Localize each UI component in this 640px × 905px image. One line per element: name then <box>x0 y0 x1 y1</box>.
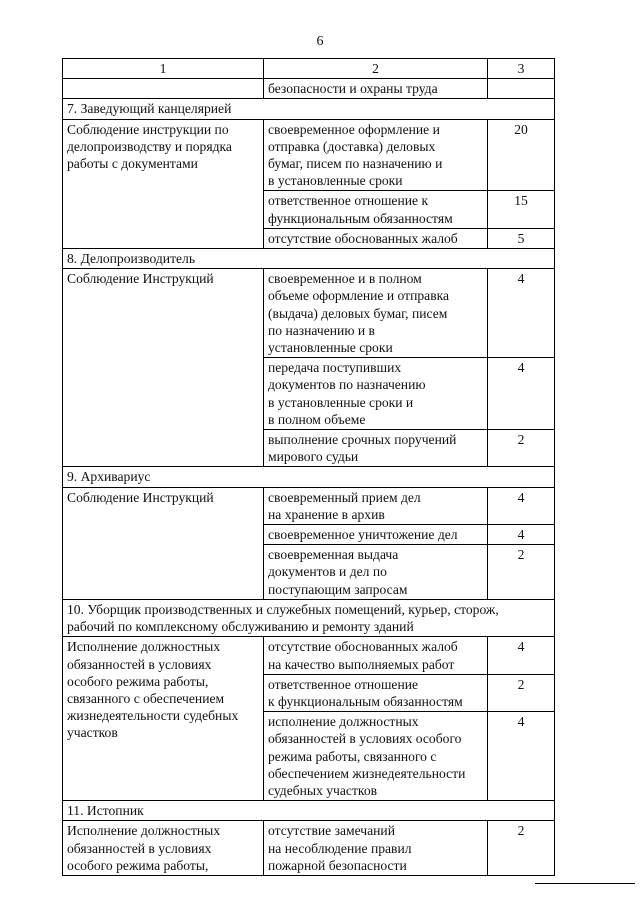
basis-line: обязанностей в условиях <box>67 840 212 856</box>
score-cell: 2 <box>488 674 555 711</box>
basis-line: работы с документами <box>67 156 198 172</box>
criterion-line: (выдача) деловых бумаг, писем <box>268 305 448 321</box>
criterion-line: своевременный прием дел <box>268 489 421 505</box>
section-title-row <box>63 599 555 636</box>
basis-line: особого режима работы, <box>67 673 209 689</box>
section-title: 11. Истопник <box>63 801 555 821</box>
column-number-row <box>63 59 555 79</box>
criterion-cell <box>264 674 488 711</box>
criterion-line: отправка (доставка) деловых <box>268 138 436 154</box>
criterion-line: функциональным обязанностям <box>268 210 453 226</box>
criterion-line: судебных участков <box>268 782 378 798</box>
criterion-line: своевременное и в полном <box>268 271 422 287</box>
basis-line: Исполнение должностных <box>67 823 221 839</box>
criterion-line: к функциональным обязанностям <box>268 693 463 709</box>
criterion-line: на качество выполняемых работ <box>268 656 455 672</box>
score-cell: 20 <box>488 119 555 191</box>
criterion-line: передача поступивших <box>268 360 402 376</box>
score-cell: 4 <box>488 358 555 430</box>
score-cell: 5 <box>488 228 555 248</box>
score-cell: 4 <box>488 487 555 524</box>
criterion-cell <box>264 269 488 358</box>
score-cell: 2 <box>488 821 555 876</box>
criterion-line: отсутствие обоснованных жалоб <box>268 230 458 246</box>
criterion-line: объеме оформление и отправка <box>268 288 450 304</box>
criterion-line: обязанностей в условиях особого <box>268 731 462 747</box>
criterion-line: мирового судьи <box>268 449 359 465</box>
criteria-table <box>62 58 555 876</box>
criterion-cell <box>264 487 488 524</box>
section-title: 7. Заведующий канцелярией <box>63 99 555 119</box>
continuation-criterion-cell <box>264 79 488 99</box>
continuation-row <box>63 79 555 99</box>
basis-line: жизнедеятельности судебных <box>67 708 239 724</box>
criterion-cell <box>264 358 488 430</box>
criterion-line: безопасности и охраны труда <box>268 81 438 97</box>
criterion-cell <box>264 525 488 545</box>
section-title-row <box>63 99 555 119</box>
score-cell: 15 <box>488 191 555 228</box>
criterion-line: по назначению и в <box>268 322 375 338</box>
criterion-line: своевременное уничтожение дел <box>268 527 458 543</box>
criterion-line: отсутствие обоснованных жалоб <box>268 639 458 655</box>
page-number: 6 <box>316 34 324 49</box>
criterion-cell <box>264 821 488 876</box>
basis-line: Соблюдение Инструкций <box>67 271 214 287</box>
criterion-line: в установленные сроки и <box>268 394 414 410</box>
criterion-line: своевременная выдача <box>268 547 399 563</box>
basis-line: делопроизводству и порядка <box>67 138 232 154</box>
criterion-line: ответственное отношение к <box>268 193 429 209</box>
basis-line: Исполнение должностных <box>67 639 221 655</box>
criterion-line: пожарной безопасности <box>268 857 407 873</box>
criterion-cell <box>264 191 488 228</box>
criterion-row <box>63 487 555 524</box>
criterion-line: режима работы, связанного с <box>268 748 437 764</box>
section-title: 8. Делопроизводитель <box>63 249 555 269</box>
basis-cell <box>63 637 264 801</box>
criterion-line: бумаг, писем по назначению и <box>268 156 443 172</box>
section-title-row <box>63 801 555 821</box>
criterion-line: выполнение срочных поручений <box>268 432 457 448</box>
criterion-line: в установленные сроки <box>268 173 403 189</box>
section-title-row <box>63 467 555 487</box>
criterion-line: своевременное оформление и <box>268 121 440 137</box>
score-cell: 4 <box>488 269 555 358</box>
score-cell: 4 <box>488 712 555 801</box>
criterion-row <box>63 119 555 191</box>
continuation-basis-cell <box>63 79 264 99</box>
score-cell: 4 <box>488 637 555 674</box>
criterion-line: на хранение в архив <box>268 506 385 522</box>
column-number-3: 3 <box>488 59 555 79</box>
criterion-line: установленные сроки <box>268 340 393 356</box>
basis-cell <box>63 487 264 599</box>
criterion-cell <box>264 119 488 191</box>
basis-line: Соблюдение инструкции по <box>67 121 229 137</box>
criterion-line: обеспечением жизнедеятельности <box>268 765 466 781</box>
continuation-score-cell <box>488 79 555 99</box>
score-cell: 2 <box>488 545 555 600</box>
criterion-line: ответственное отношение <box>268 676 419 692</box>
basis-line: Соблюдение Инструкций <box>67 489 214 505</box>
criterion-row <box>63 637 555 674</box>
criterion-line: в полном объеме <box>268 411 366 427</box>
basis-cell <box>63 269 264 467</box>
section-title: 9. Архивариус <box>63 467 555 487</box>
criterion-line: на несоблюдение правил <box>268 840 412 856</box>
column-number-2: 2 <box>264 59 488 79</box>
criterion-cell <box>264 637 488 674</box>
footer-rule <box>535 883 635 884</box>
basis-line: особого режима работы, <box>67 857 209 873</box>
criterion-row <box>63 821 555 876</box>
criterion-cell <box>264 712 488 801</box>
section-title-line: 10. Уборщик производственных и служебных помещений, курьер, сторож, <box>67 601 499 617</box>
section-title-line: рабочий по комплексному обслуживанию и ремонту зданий <box>67 619 414 635</box>
column-number-1: 1 <box>63 59 264 79</box>
basis-cell <box>63 119 264 248</box>
criterion-line: документов и дел по <box>268 564 387 580</box>
basis-line: обязанностей в условиях <box>67 656 212 672</box>
criterion-line: поступающим запросам <box>268 581 408 597</box>
section-title <box>63 599 555 636</box>
criterion-line: документов по назначению <box>268 377 426 393</box>
criterion-cell <box>264 430 488 467</box>
criterion-cell <box>264 228 488 248</box>
score-cell: 2 <box>488 430 555 467</box>
basis-line: участков <box>67 725 118 741</box>
basis-line: связанного с обеспечением <box>67 690 225 706</box>
criteria-table-body <box>63 59 555 876</box>
score-cell: 4 <box>488 525 555 545</box>
basis-cell <box>63 821 264 876</box>
criterion-line: исполнение должностных <box>268 714 419 730</box>
criterion-row <box>63 269 555 358</box>
section-title-row <box>63 249 555 269</box>
criterion-cell <box>264 545 488 600</box>
criterion-line: отсутствие замечаний <box>268 823 395 839</box>
